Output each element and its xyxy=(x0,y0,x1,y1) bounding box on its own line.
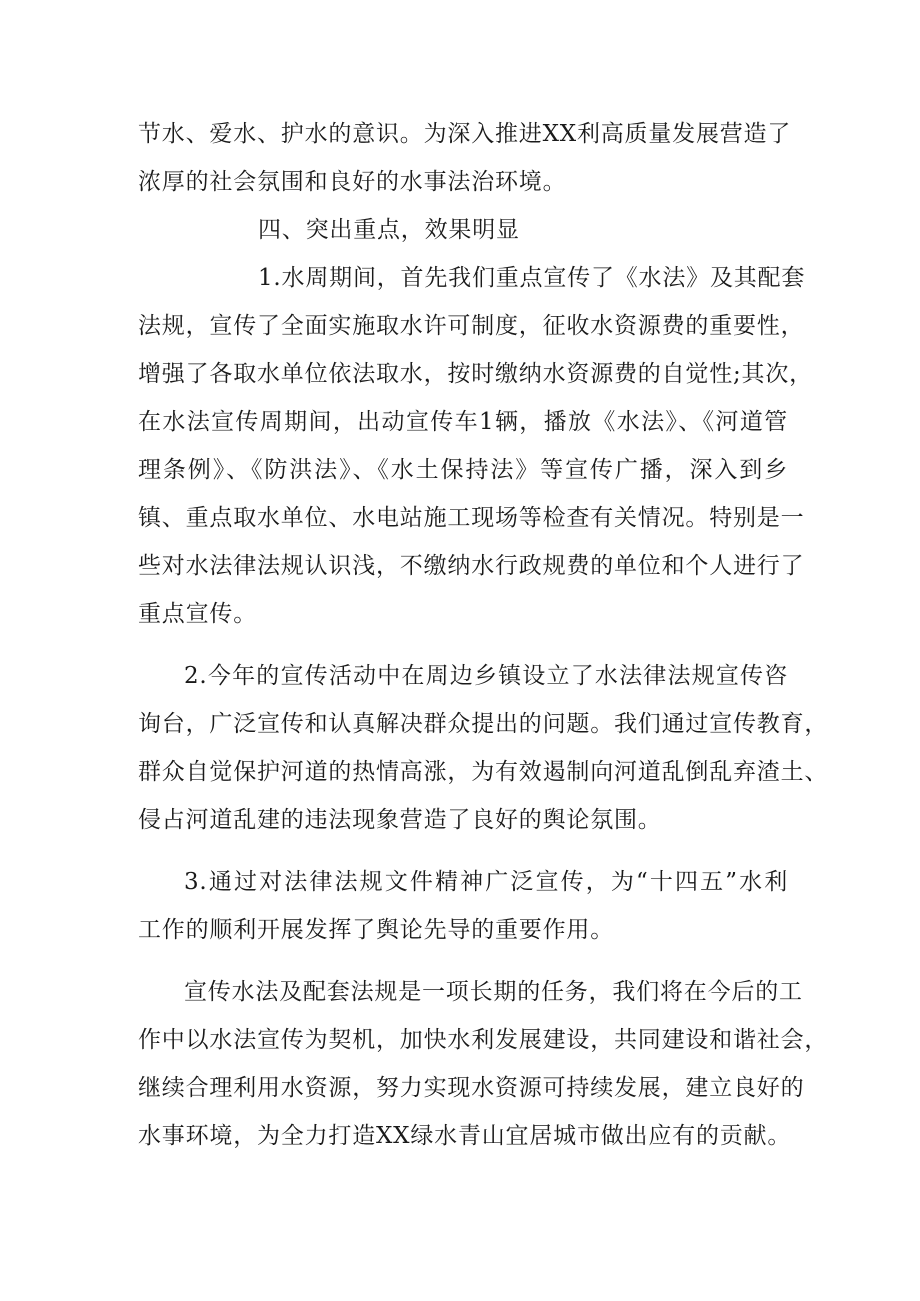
paragraph-1 xyxy=(138,254,813,638)
text-line: 作中以水法宣传为契机，加快水利发展建设，共同建设和谐社会， xyxy=(138,1027,829,1053)
text-line: 镇、重点取水单位、水电站施工现场等检查有关情况。特别是一 xyxy=(138,505,805,531)
text-line: 群众自觉保护河道的热情高涨，为有效遏制向河道乱倒乱弃渣土、 xyxy=(138,759,829,785)
text-line: 节水、爱水、护水的意识。为深入推进XX利高质量发展营造了 xyxy=(138,121,792,147)
text-line: 继续合理利用水资源，努力实现水资源可持续发展，建立良好的 xyxy=(138,1075,805,1101)
text-line: 3.通过对法律法规文件精神广泛宣传，为“十四五”水利 xyxy=(184,869,788,895)
paragraph-intro xyxy=(138,110,792,206)
paragraph-2 xyxy=(138,652,829,844)
text-line: 宣传水法及配套法规是一项长期的任务，我们将在今后的工 xyxy=(184,979,803,1005)
text-line: 询台，广泛宣传和认真解决群众提出的问题。我们通过宣传教育， xyxy=(138,711,829,737)
text-line: 侵占河道乱建的违法现象营造了良好的舆论氛围。 xyxy=(138,807,662,833)
text-line: 些对水法律法规认识浅，不缴纳水行政规费的单位和个人进行了 xyxy=(138,553,805,579)
text-line: 法规，宣传了全面实施取水许可制度，征收水资源费的重要性， xyxy=(138,313,805,339)
text-line: 浓厚的社会氛围和良好的水事法治环境。 xyxy=(138,169,567,195)
text-line: 理条例》、《防洪法》、《水土保持法》等宣传广播，深入到乡 xyxy=(138,457,788,483)
text-line: 工作的顺利开展发挥了舆论先导的重要作用。 xyxy=(138,917,614,943)
text-line: 1.水周期间，首先我们重点宣传了《水法》及其配套 xyxy=(258,265,806,291)
text-line: 增强了各取水单位依法取水，按时缴纳水资源费的自觉性;其次， xyxy=(138,361,813,387)
paragraph-closing xyxy=(138,968,829,1160)
text-line: 重点宣传。 xyxy=(138,601,257,627)
text-line: 在水法宣传周期间，出动宣传车1辆，播放《水法》、《河道管 xyxy=(138,409,788,435)
paragraph-3 xyxy=(138,858,788,954)
text-line: 2.今年的宣传活动中在周边乡镇设立了水法律法规宣传咨 xyxy=(184,663,788,689)
section-heading: 四、突出重点，效果明显 xyxy=(258,217,520,243)
text-line: 水事环境，为全力打造XX绿水青山宜居城市做出应有的贡献。 xyxy=(138,1123,792,1149)
document-body xyxy=(138,110,829,1160)
